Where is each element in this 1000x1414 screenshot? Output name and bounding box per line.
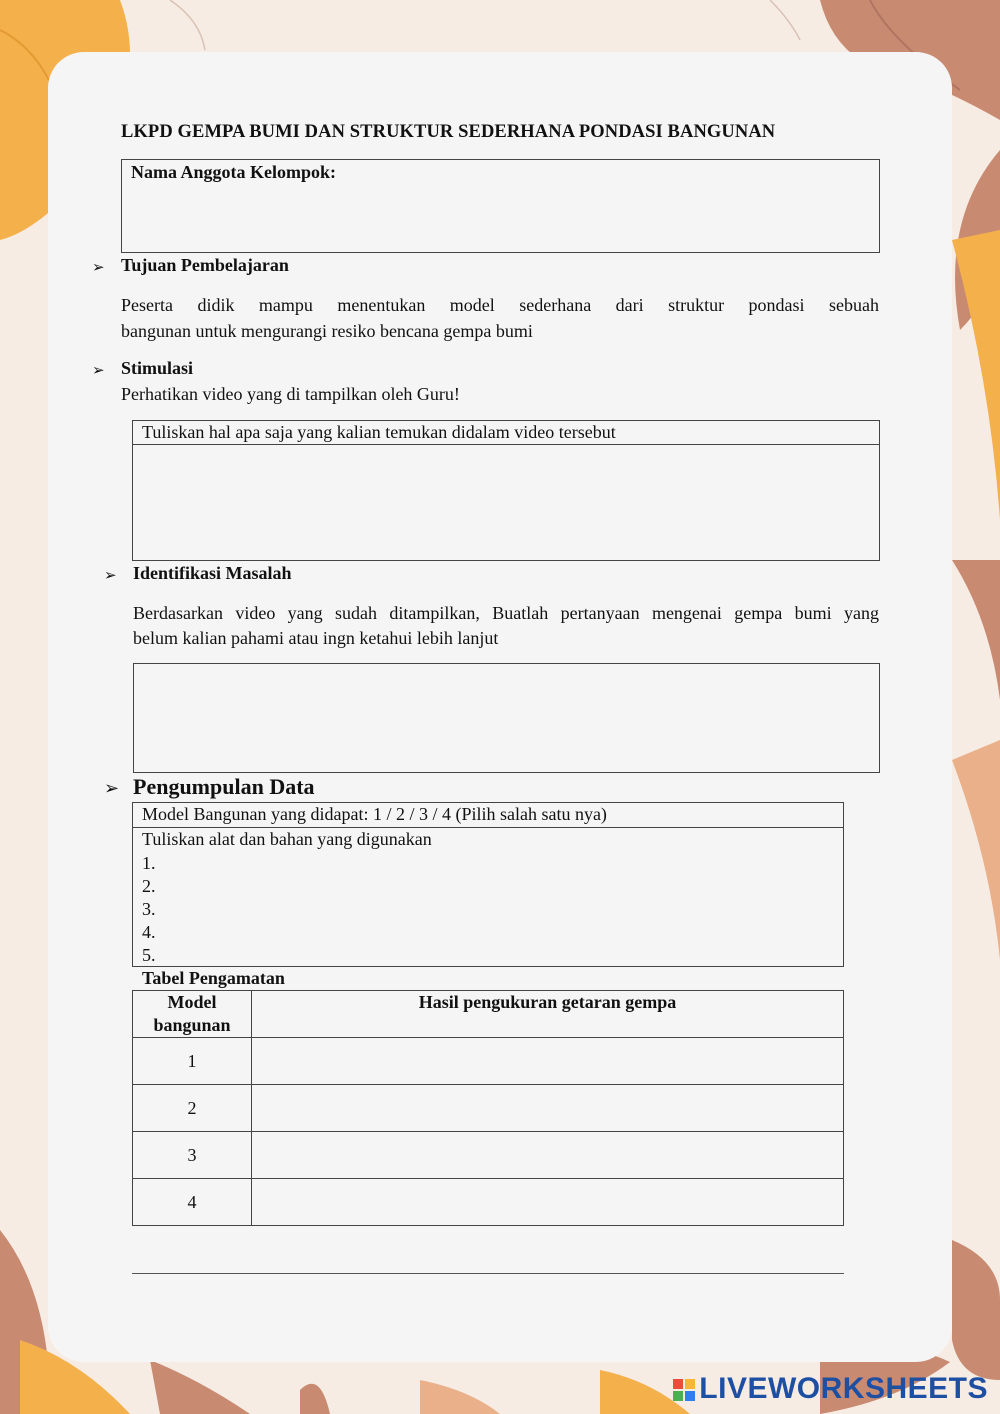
header-model-bangunan	[133, 991, 252, 1038]
group-members-label: Nama Anggota Kelompok:	[131, 162, 337, 182]
measurement-input-cell[interactable]	[252, 1038, 844, 1085]
stimulation-heading: Stimulasi	[121, 358, 194, 378]
header-hasil-pengukuran: Hasil pengukuran getaran gempa	[252, 991, 844, 1038]
tools-item-number: 5.	[142, 945, 156, 965]
model-selection-label: Model Bangunan yang didapat: 1 / 2 / 3 / 4 (Pilih salah satu nya)	[142, 804, 607, 824]
divider	[133, 444, 879, 445]
problem-identification-line-2: belum kalian pahami atau ingn ketahui lebih lanjut	[133, 628, 499, 648]
divider	[133, 827, 843, 828]
liveworksheets-watermark	[673, 1372, 988, 1406]
model-selection-box[interactable]	[132, 802, 844, 967]
table-row	[133, 1179, 844, 1226]
table-row	[133, 1132, 844, 1179]
learning-goal-heading: Tujuan Pembelajaran	[121, 255, 289, 275]
tools-item-number: 4.	[142, 922, 156, 942]
learning-goal-line-1: Peserta didik mampu menentukan model sederhana dari struktur pondasi sebuah	[121, 295, 879, 315]
tools-item-number: 3.	[142, 899, 156, 919]
data-collection-heading: Pengumpulan Data	[133, 774, 315, 799]
problem-identification-line-1: Berdasarkan video yang sudah ditampilkan, Buatlah pertanyaan mengenai gempa bumi yang	[133, 603, 879, 623]
header-model-line-1: Model	[167, 992, 217, 1012]
observation-table	[132, 990, 844, 1226]
tools-materials-label: Tuliskan alat dan bahan yang digunakan	[142, 829, 432, 849]
observation-table-caption: Tabel Pengamatan	[142, 968, 285, 988]
liveworksheets-logo-icon	[673, 1379, 695, 1401]
bullet-arrow-icon: ➢	[92, 363, 105, 379]
table-header-row	[133, 991, 844, 1038]
question-answer-box[interactable]	[133, 663, 880, 773]
model-number-cell: 3	[133, 1132, 252, 1179]
worksheet-title: LKPD GEMPA BUMI DAN STRUKTUR SEDERHANA PONDASI BANGUNAN	[121, 122, 776, 142]
watermark-text: LIVEWORKSHEETS	[699, 1372, 988, 1405]
problem-identification-heading: Identifikasi Masalah	[133, 563, 292, 583]
learning-goal-line-2: bangunan untuk mengurangi resiko bencana gempa bumi	[121, 321, 533, 341]
stimulation-instruction: Perhatikan video yang di tampilkan oleh Guru!	[121, 384, 460, 404]
measurement-input-cell[interactable]	[252, 1179, 844, 1226]
stimulation-answer-box[interactable]	[132, 420, 880, 561]
bullet-arrow-icon: ➢	[104, 568, 117, 584]
measurement-input-cell[interactable]	[252, 1132, 844, 1179]
measurement-input-cell[interactable]	[252, 1085, 844, 1132]
group-members-box[interactable]	[121, 159, 880, 253]
tools-item-number: 1.	[142, 853, 156, 873]
model-number-cell: 2	[133, 1085, 252, 1132]
model-number-cell: 1	[133, 1038, 252, 1085]
bullet-arrow-icon: ➢	[92, 260, 105, 276]
header-model-line-2: bangunan	[153, 1015, 231, 1035]
table-row	[133, 1038, 844, 1085]
stimulation-box-label: Tuliskan hal apa saja yang kalian temukan didalam video tersebut	[142, 422, 616, 442]
table-row	[133, 1085, 844, 1132]
bullet-arrow-icon: ➢	[104, 778, 120, 798]
leaf-decoration-right-edge	[952, 560, 1000, 960]
tools-item-number: 2.	[142, 876, 156, 896]
model-number-cell: 4	[133, 1179, 252, 1226]
footer-divider	[132, 1273, 844, 1274]
